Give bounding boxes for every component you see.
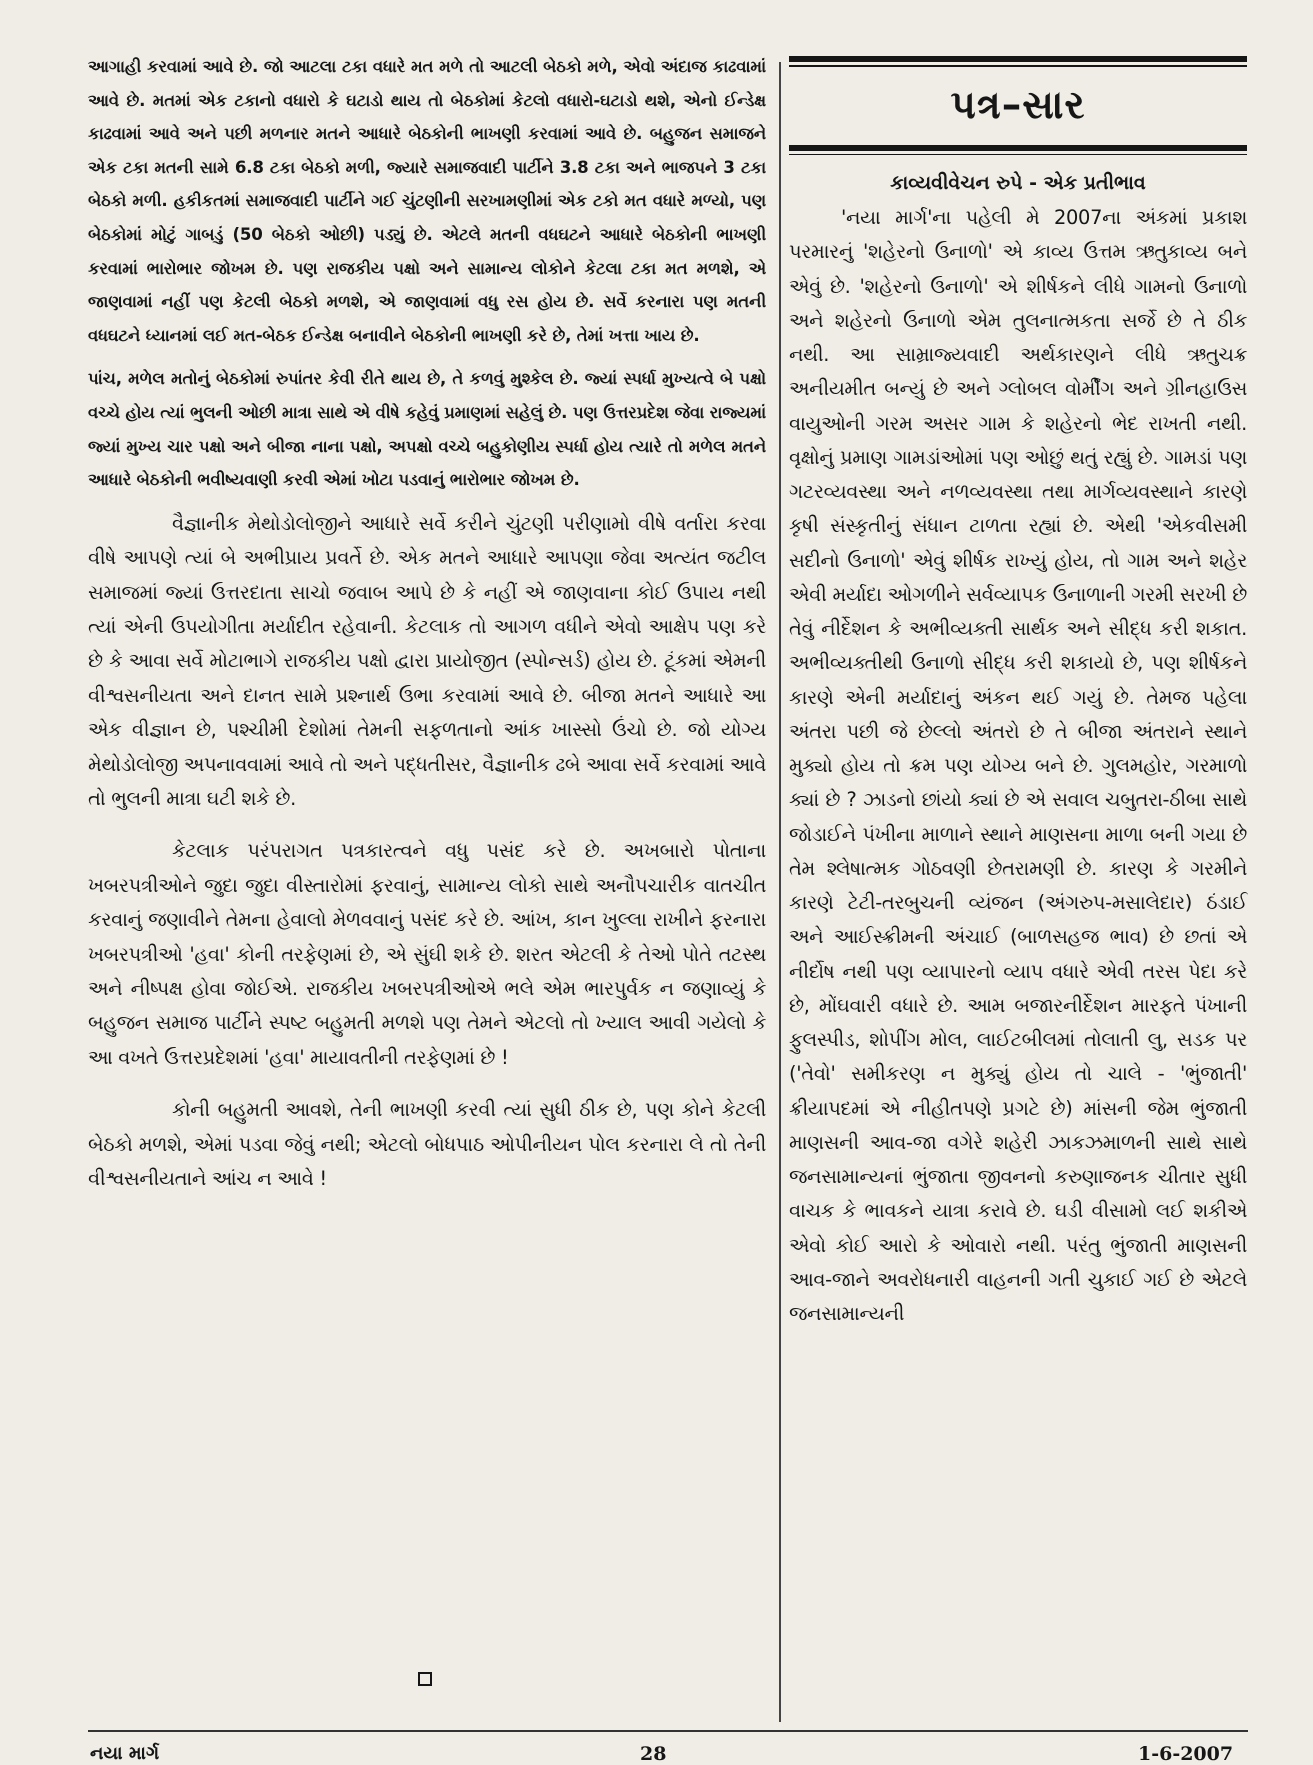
body-paragraph-1: વૈજ્ઞાનીક મેથોડોલોજીને આધારે સર્વે કરીને ચુંટણી પરીણામો વીષે વર્તારા કરવા વીષે આપણે ત્યાં બે અભીપ્રાય પ્રવર્તે છે. એક મતને આધારે આપણા જેવા અત્યંત જટીલ સમાજમાં જ્યાં ઉત્તરદાતા સાચો જવાબ આપે છે કે નહીં એ જાણવાના કોઈ ઉપાય નથી ત્યાં એની ઉપયોગીતા મર્યાદીત રહેવાની. કેટલાક તો આગળ વધીને એવો આક્ષેપ પણ કરે છે કે આવા સર્વે મોટાભાગે રાજકીય પક્ષો દ્વારા પ્રાયોજીત (સ્પોન્સર્ડ) હોય છે. ટૂંકમાં એમની વીશ્વસનીયતા અને દાનત સામે પ્રશ્નાર્થ ઉભા કરવામાં આવે છે. બીજા મતને આધારે આ એક વીજ્ઞાન છે, પશ્ચીમી દેશોમાં તેમની સફળતાનો આંક ખાસ્સો ઉંચો છે. જો યોગ્ય મેથોડોલોજી અપનાવવામાં આવે તો અને પદ્ધતીસર, વૈજ્ઞાનીક ઢબે આવા સર્વે કરવામાં આવે તો ભુલની માત્રા ઘટી શકે છે. (88, 511, 766, 810)
section-rule-top-thin (789, 65, 1247, 67)
letter-paragraph: 'નયા માર્ગ'ના પહેલી મે 2007ના અંકમાં પ્રકાશ પરમારનું 'શહેરનો ઉનાળો' એ કાવ્ય ઉત્તમ ઋતુકાવ્ય બને એવું છે. 'શહેરનો ઉનાળો' એ શીર્ષકને લીધે ગામનો ઉનાળો અને શહેરનો ઉનાળો એમ તુલનાત્મકતા સર્જે છે તે ઠીક નથી. આ સામ્રાજ્યવાદી અર્થકારણને લીધે ઋતુચક્ર અનીયમીત બન્યું છે અને ગ્લોબલ વોર્મીંગ અને ગ્રીનહાઉસ વાયુઓની ગરમ અસર ગામ કે શહેરનો ભેદ રાખતી નથી. વૃક્ષોનું પ્રમાણ ગામડાંઓમાં પણ ઓછું થતું રહ્યું છે. ગામડાં પણ ગટરવ્યવસ્થા અને નળવ્યવસ્થા તથા માર્ગવ્યવસ્થાને કારણે કૃષી સંસ્કૃતીનું સંધાન ટાળતા રહ્યાં છે. એથી 'એકવીસમી સદીનો ઉનાળો' એવું શીર્ષક રાખ્યું હોય, તો ગામ અને શહેર એવી મર્યાદા ઓગળીને સર્વવ્યાપક ઉનાળાની ગરમી સરખી છે તેવું નીર્દેશન કે અભીવ્યક્તી સાર્થક અને સીદ્ધ કરી શકાત. અભીવ્યક્તીથી ઉનાળો સીદ્ધ કરી શકાયો છે, પણ શીર્ષકને કારણે એની મર્યાદાનું અંકન થઈ ગયું છે. તેમજ પહેલા અંતરા પછી જે છેલ્લો અંતરો છે તે બીજા અંતરાને સ્થાને મુક્યો હોય તો ક્રમ પણ યોગ્ય બને છે. ગુલમહોર, ગરમાળો ક્યાં છે ? ઝાડનો છાંયો ક્યાં છે એ સવાલ ચબુતરા-ઠીબા સાથે જોડાઈને પંખીના માળાને સ્થાને માણસના માળા બની ગયા છે તેમ શ્લેષાત્મક ગોઠવણી છેતરામણી છે. કારણ કે ગરમીને કારણે ટેટી-તરબુચની વ્યંજન (અંગરુપ-મસાલેદાર) ઠંડાઈ અને આઈસ્ક્રીમની અંચાઈ (બાળસહજ ભાવ) છે છતાં એ નીર્દોષ નથી પણ વ્યાપારનો વ્યાપ વધારે એવી તરસ પેદા કરે છે, મોંઘવારી વધારે છે. આમ બજારનીર્દેશન મારફતે પંખાની ફુલસ્પીડ, શોપીંગ મોલ, લાઈટબીલમાં તોલાતી લુ, સડક પર ('તેવો' સમીકરણ ન મુક્યું હોય તો ચાલે - 'ભુંજાતી' ક્રીયાપદમાં એ નીહીતપણે પ્રગટે છે) માંસની જેમ ભુંજાતી માણસની આવ-જા વગેરે શહેરી ઝાકઝમાળની સાથે સાથે જનસામાન્યનાં ભુંજાતા જીવનનો કરુણાજનક ચીતાર સુધી વાચક કે ભાવકને યાત્રા કરાવે છે. ઘડી વીસામો લઈ શકીએ એવો કોઈ આરો કે ઓવારો નથી. પરંતુ ભુંજાતી માણસની આવ-જાને અવરોધનારી વાહનની ગતી ચુકાઈ ગઈ છે એટલે જનસામાન્યની (789, 206, 1247, 1325)
footer-date: 1-6-2007 (1138, 1743, 1234, 1765)
section-rule-bottom-thin (789, 154, 1247, 156)
footer-page-number: 28 (640, 1743, 667, 1765)
body-paragraph-3: કોની બહુમતી આવશે, તેની ભાખણી કરવી ત્યાં સુધી ઠીક છે, પણ કોને કેટલી બેઠકો મળશે, એમાં પડવા જેવું નથી; એટલો બોધપાઠ ઓપીનીયન પોલ કરનારા લે તો તેની વીશ્વસનીયતાને આંચ ન આવે ! (88, 1098, 766, 1191)
section-rule-bottom (789, 145, 1247, 151)
right-column (789, 56, 1247, 1331)
section-title: પત્ર–સાર (950, 82, 1086, 128)
intro-paragraph-1: આગાહી કરવામાં આવે છે. જો આટલા ટકા વધારે મત મળે તો આટલી બેઠકો મળે, એવો અંદાજ કાઢવામાં આવે છે. મતમાં એક ટકાનો વધારો કે ઘટાડો થાય તો બેઠકોમાં કેટલો વધારો-ઘટાડો થશે, એનો ઈન્ડેક્ષ કાઢવામાં આવે અને પછી મળનાર મતને આધારે બેઠકોની ભાખણી કરવામાં આવે છે. બહુજન સમાજને એક ટકા મતની સામે 6.8 ટકા બેઠકો મળી, જ્યારે સમાજવાદી પાર્ટીને 3.8 ટકા અને ભાજપને 3 ટકા બેઠકો મળી. હકીકતમાં સમાજવાદી પાર્ટીને ગઈ ચુંટણીની સરખામણીમાં એક ટકો મત વધારે મળ્યો, પણ બેઠકોમાં મોટું ગાબડું (50 બેઠકો ઓછી) પડ્યું છે. એટલે મતની વધઘટને આધારે બેઠકોની ભાખણી કરવામાં ભારોભાર જોખમ છે. પણ રાજકીય પક્ષો અને સામાન્ય લોકોને કેટલા ટકા મત મળશે, એ જાણવામાં નહીં પણ કેટલી બેઠકો મળશે, એ જાણવામાં વધુ રસ હોય છે. સર્વે કરનારા પણ મતની વધઘટને ધ્યાનમાં લઈ મત-બેઠક ઈન્ડેક્ષ બનાવીને બેઠકોની ભાખણી કરે છે, તેમાં ખત્તા ખાય છે. (88, 57, 766, 345)
section-rule-top (789, 56, 1247, 62)
body-paragraph-2: કેટલાક પરંપરાગત પત્રકારત્વને વધુ પસંદ કરે છે. અખબારો પોતાના ખબરપત્રીઓને જુદા જુદા વીસ્તારોમાં ફરવાનું, સામાન્ય લોકો સાથે અનૌપચારીક વાતચીત કરવાનું જણાવીને તેમના હેવાલો મેળવવાનું પસંદ કરે છે. આંખ, કાન ખુલ્લા રાખીને ફરનારા ખબરપત્રીઓ 'હવા' કોની તરફેણમાં છે, એ સુંઘી શકે છે. શરત એટલી કે તેઓ પોતે તટસ્થ અને નીષ્પક્ષ હોવા જોઈએ. રાજકીય ખબરપત્રીઓએ ભલે એમ ભારપુર્વક ન જણાવ્યું કે બહુજન સમાજ પાર્ટીને સ્પષ્ટ બહુમતી મળશે પણ તેમને એટલો તો ખ્યાલ આવી ગયેલો કે આ વખતે ઉત્તરપ્રદેશમાં 'હવા' માયાવતીની તરફેણમાં છે ! (88, 839, 766, 1069)
footer-publication: નયા માર્ગ (90, 1743, 160, 1764)
footer-rule (88, 1730, 1248, 1732)
letter-heading: કાવ્યવીવેચન રુપે - એક પ્રતીભાવ (890, 172, 1146, 194)
left-column (88, 50, 766, 1214)
intro-paragraph-2: પાંચ, મળેલ મતોનું બેઠકોમાં રુપાંતર કેવી રીતે થાય છે, તે કળવું મુશ્કેલ છે. જ્યાં સ્પર્ધા મુખ્યત્વે બે પક્ષો વચ્ચે હોય ત્યાં ભુલની ઓછી માત્રા સાથે એ વીષે કહેવું પ્રમાણમાં સહેલું છે. પણ ઉત્તરપ્રદેશ જેવા રાજ્યમાં જ્યાં મુખ્ય ચાર પક્ષો અને બીજા નાના પક્ષો, અપક્ષો વચ્ચે બહુકોણીય સ્પર્ધા હોય ત્યારે તો મળેલ મતને આધારે બેઠકોની ભવીષ્યવાણી કરવી એમાં ખોટા પડવાનું ભારોભાર જોખમ છે. (88, 369, 766, 490)
article-end-mark (418, 1672, 432, 1686)
column-divider (779, 62, 781, 1722)
